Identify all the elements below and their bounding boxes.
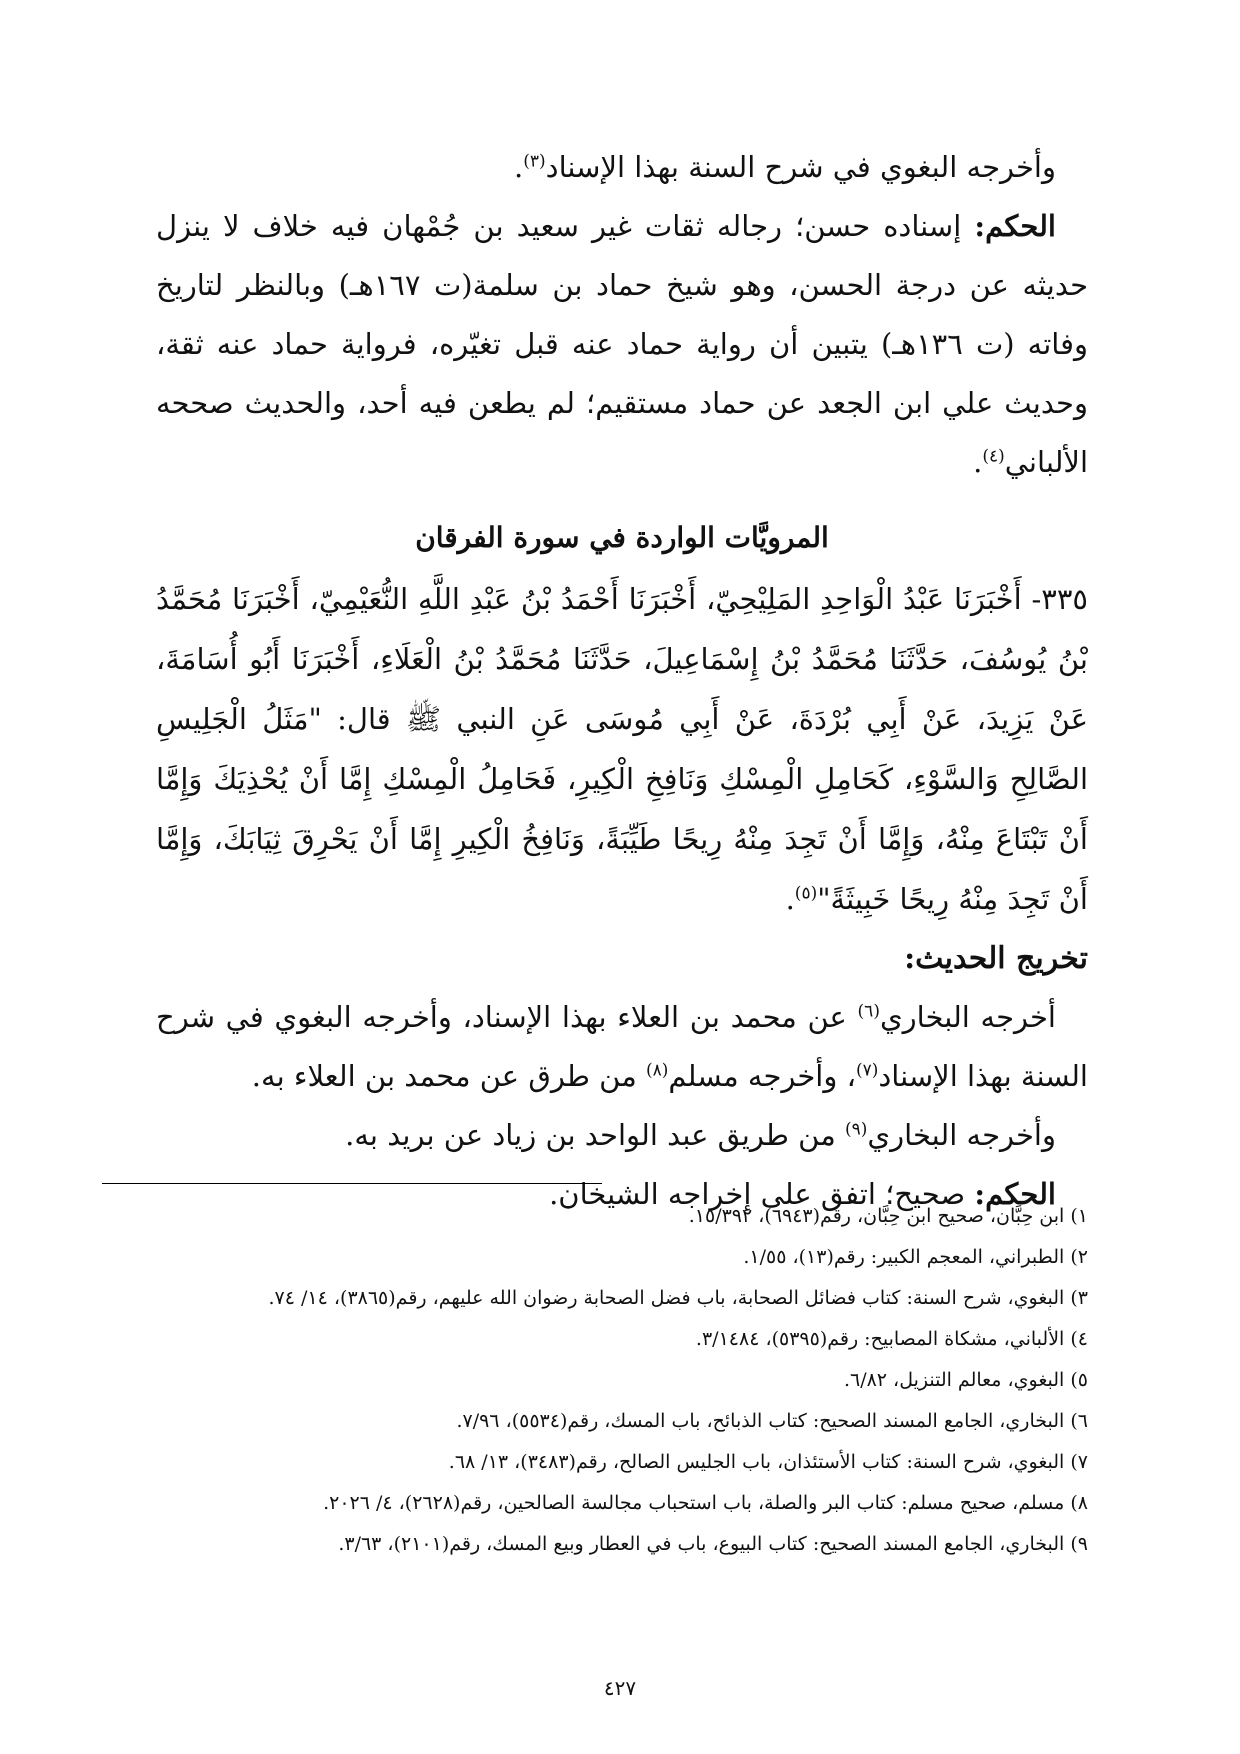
footnote-5: ٥) البغوي، معالم التنزيل، ٦/٨٢. [843,1369,1088,1391]
takhrij-paragraph-2 [156,1106,1088,1165]
footnote-ref-8[interactable]: (٨) [645,1060,669,1081]
paragraph-verdict-1 [156,197,1088,492]
text-end: . [785,882,795,916]
hadith-335 [156,569,1088,929]
verdict-text: إسناده حسن؛ رجاله ثقات غير سعيد بن جُمْهان فيه خلاف لا ينزل حديثه عن درجة الحسن، وهو شيخ حماد بن سلمة(ت ١٦٧هـ) وبالنظر لتاريخ وفاته (ت ١٣٦هـ) يتبين أن رواية حماد عنه قبل تغيّره، فرواية حماد عنه ثقة، وحديث علي ابن الجعد عن حماد مستقيم؛ لم يطعن فيه أحد، والحديث صححه الألباني [156,209,1089,479]
verdict-label: الحكم: [974,1177,1056,1211]
text: عن محمد بن العلاء بهذا الإسناد، وأخرجه البغوي في شرح السنة بهذا الإسناد [156,1000,1088,1093]
footnote-ref-3[interactable]: (٣) [523,151,546,172]
footnote-7: ٧) البغوي، شرح السنة: كتاب الأستئذان، باب الجليس الصالح، رقم(٣٤٨٣)، ١٣/ ٦٨. [448,1451,1088,1473]
footnote-6: ٦) البخاري، الجامع المسند الصحيح: كتاب الذبائح، باب المسك، رقم(٥٥٣٤)، ٧/٩٦. [456,1410,1088,1432]
footnote-4: ٤) الألباني، مشكاة المصابيح: رقم(٥٣٩٥)، ٣/١٤٨٤. [695,1328,1088,1350]
footnote-1: ١) ابن حِبَّان، صحيح ابن حِبَّان، رقم(٦٩٤٣)، ١٥/٣٩٢. [688,1205,1088,1227]
footnote-ref-4[interactable]: (٤) [982,446,1005,467]
takhrij-paragraph-1 [156,988,1088,1106]
footnote-2: ٢) الطبراني، المعجم الكبير: رقم(١٣)، ١/٥٥. [743,1246,1088,1268]
takhrij-heading: تخريج الحديث: [904,941,1088,976]
text: ، وأخرجه مسلم [668,1059,856,1093]
verdict-label: الحكم: [974,209,1056,243]
footnote-ref-5[interactable]: (٥) [794,883,818,904]
hadith-text: أَخْبَرَنَا عَبْدُ الْوَاحِدِ المَلِيْحِيّ، أَخْبَرَنَا أَحْمَدُ بْنُ عَبْدِ اللَّهِ النُّعَيْمِيّ، أَخْبَرَنَا مُحَمَّدُ بْنُ يُوسُفَ، حَدَّثَنَا مُحَمَّدُ بْنُ إِسْمَاعِيلَ، حَدَّثَنَا مُحَمَّدُ بْنُ الْعَلَاءِ، أَخْبَرَنَا أَبُو أُسَامَةَ، عَنْ يَزِيدَ، عَنْ أَبِي بُرْدَةَ، عَنْ أَبِي مُوسَى عَنِ النبي ﷺ قال: "مَثَلُ الْجَلِيسِ الصَّالِحِ وَالسَّوْءِ، كَحَامِلِ الْمِسْكِ وَنَافِخِ الْكِيرِ، فَحَامِلُ الْمِسْكِ إِمَّا أَنْ يُحْذِيَكَ وَإِمَّا أَنْ تَبْتَاعَ مِنْهُ، وَإِمَّا أَنْ تَجِدَ مِنْهُ رِيحًا طَيِّبَةً، وَنَافِخُ الْكِيرِ إِمَّا أَنْ يَحْرِقَ ثِيَابَكَ، وَإِمَّا أَنْ تَجِدَ مِنْهُ رِيحًا خَبِيثَةً" [156,582,1088,916]
section-heading: المرويَّات الواردة في سورة الفرقان [415,521,829,554]
page-number: ٤٢٧ [603,1676,637,1700]
footnote-ref-7[interactable]: (٧) [855,1060,879,1081]
footnote-ref-9[interactable]: (٩) [844,1119,868,1140]
main-text [156,138,1088,1224]
footnote-separator [102,1183,602,1184]
verdict-text: صحيح؛ اتفق على إخراجه الشيخان. [549,1177,975,1211]
footnotes [128,1196,1088,1565]
text: وأخرجه البغوي في شرح السنة بهذا الإسناد [545,150,1056,184]
text-end: . [973,445,983,479]
hadith-number: ٣٣٥- [1021,582,1088,616]
footnote-9: ٩) البخاري، الجامع المسند الصحيح: كتاب البيوع، باب في العطار وبيع المسك، رقم(٢١٠١)، ٣/٦٣. [338,1533,1088,1555]
text: وأخرجه البخاري [867,1118,1056,1152]
text: من طرق عن محمد بن العلاء به. [251,1059,646,1093]
text: من طريق عبد الواحد بن زياد عن بريد به. [345,1118,845,1152]
footnote-3: ٣) البغوي، شرح السنة: كتاب فضائل الصحابة، باب فضل الصحابة رضوان الله عليهم، رقم(٣٨٦٥)، ١٤/ ٧٤. [268,1287,1088,1309]
footnote-8: ٨) مسلم، صحيح مسلم: كتاب البر والصلة، باب استحباب مجالسة الصالحين، رقم(٢٦٢٨)، ٤/ ٢٠٢٦. [323,1492,1088,1514]
text-end: . [514,150,524,184]
text: أخرجه البخاري [879,1000,1056,1034]
footnote-ref-6[interactable]: (٦) [857,1001,880,1022]
paragraph-baghawi [156,138,1088,197]
